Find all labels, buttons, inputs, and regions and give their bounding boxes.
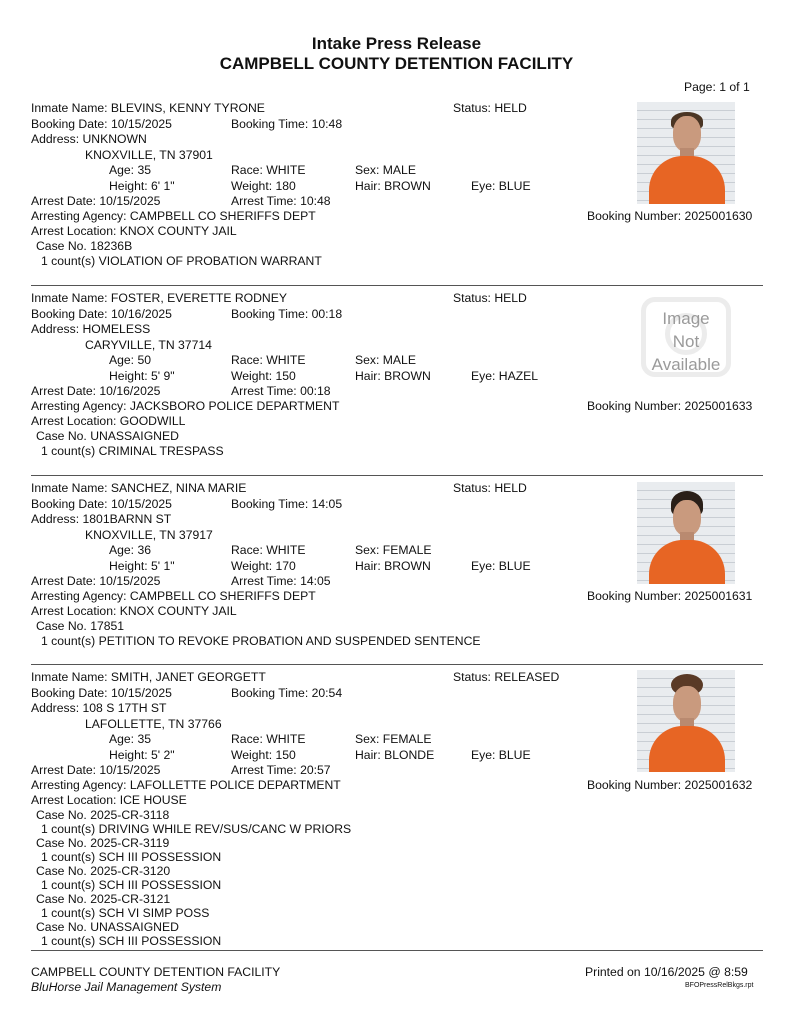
age: Age: 35 <box>109 732 152 746</box>
arresting-agency: Arresting Agency: LAFOLLETTE POLICE DEPARTMENT <box>31 778 341 792</box>
arresting-agency: Arresting Agency: CAMPBELL CO SHERIFFS DEPT <box>31 589 316 603</box>
weight: Weight: 150 <box>231 748 296 762</box>
sex: Sex: FEMALE <box>355 732 432 746</box>
case-number: Case No. 17851 <box>36 619 125 633</box>
arrest-location: Arrest Location: KNOX COUNTY JAIL <box>31 224 237 238</box>
age: Age: 50 <box>109 353 152 367</box>
charge: 1 count(s) VIOLATION OF PROBATION WARRANT <box>41 254 322 268</box>
address: Address: UNKNOWN <box>31 132 147 146</box>
facility-title: CAMPBELL COUNTY DETENTION FACILITY <box>219 54 574 73</box>
city: CARYVILLE, TN 37714 <box>85 338 212 352</box>
image-not-available-placeholder <box>637 291 735 393</box>
charge: 1 count(s) SCH VI SIMP POSS <box>41 906 210 920</box>
case-number: Case No. UNASSAIGNED <box>36 429 179 443</box>
booking-date: Booking Date: 10/15/2025 <box>31 497 172 511</box>
height: Height: 6' 1" <box>109 179 175 193</box>
charge: 1 count(s) PETITION TO REVOKE PROBATION AND SUSPENDED SENTENCE <box>41 634 481 648</box>
status: Status: RELEASED <box>453 670 560 684</box>
report-filename: BFOPressRelBkgs.rpt <box>685 982 754 989</box>
charge: 1 count(s) CRIMINAL TRESPASS <box>41 444 224 458</box>
weight: Weight: 150 <box>231 369 296 383</box>
inmate-name: Inmate Name: FOSTER, EVERETTE RODNEY <box>31 291 287 305</box>
address: Address: 1801BARNN ST <box>31 512 172 526</box>
sex: Sex: MALE <box>355 163 416 177</box>
height: Height: 5' 1" <box>109 559 175 573</box>
height: Height: 5' 2" <box>109 748 175 762</box>
case-number: Case No. UNASSAIGNED <box>36 920 179 934</box>
age: Age: 35 <box>109 163 152 177</box>
status: Status: HELD <box>453 101 527 115</box>
booking-date: Booking Date: 10/15/2025 <box>31 117 172 131</box>
eye: Eye: BLUE <box>471 748 531 762</box>
hair: Hair: BLONDE <box>355 748 435 762</box>
arrest-location: Arrest Location: ICE HOUSE <box>31 793 187 807</box>
age: Age: 36 <box>109 543 152 557</box>
record-divider <box>31 475 763 476</box>
address: Address: HOMELESS <box>31 322 151 336</box>
document-title: Intake Press Release <box>311 34 482 53</box>
arrest-time: Arrest Time: 20:57 <box>231 763 331 777</box>
no-image-text: Available <box>651 355 721 374</box>
no-image-text: Not <box>672 332 700 351</box>
case-number: Case No. 2025-CR-3121 <box>36 892 171 906</box>
page-number: Page: 1 of 1 <box>684 80 750 94</box>
case-number: Case No. 18236B <box>36 239 133 253</box>
weight: Weight: 170 <box>231 559 296 573</box>
arrest-date: Arrest Date: 10/15/2025 <box>31 763 161 777</box>
arrest-date: Arrest Date: 10/15/2025 <box>31 194 161 208</box>
printed-timestamp: Printed on 10/16/2025 @ 8:59 <box>585 965 748 979</box>
arresting-agency: Arresting Agency: JACKSBORO POLICE DEPARTMENT <box>31 399 340 413</box>
status: Status: HELD <box>453 291 527 305</box>
sex: Sex: FEMALE <box>355 543 432 557</box>
booking-time: Booking Time: 00:18 <box>231 307 343 321</box>
arrest-time: Arrest Time: 10:48 <box>231 194 331 208</box>
record-divider <box>31 664 763 665</box>
footer-facility: CAMPBELL COUNTY DETENTION FACILITY <box>31 965 281 979</box>
eye: Eye: BLUE <box>471 559 531 573</box>
address: Address: 108 S 17TH ST <box>31 701 167 715</box>
charge: 1 count(s) DRIVING WHILE REV/SUS/CANC W PRIORS <box>41 822 352 836</box>
mugshot-photo <box>637 102 735 204</box>
booking-time: Booking Time: 20:54 <box>231 686 343 700</box>
city: KNOXVILLE, TN 37917 <box>85 528 213 542</box>
height: Height: 5' 9" <box>109 369 175 383</box>
race: Race: WHITE <box>231 353 306 367</box>
weight: Weight: 180 <box>231 179 296 193</box>
record-divider <box>31 285 763 286</box>
city: LAFOLLETTE, TN 37766 <box>85 717 222 731</box>
charge: 1 count(s) SCH III POSSESSION <box>41 934 222 948</box>
booking-date: Booking Date: 10/16/2025 <box>31 307 172 321</box>
arrest-date: Arrest Date: 10/16/2025 <box>31 384 161 398</box>
arrest-date: Arrest Date: 10/15/2025 <box>31 574 161 588</box>
booking-number: Booking Number: 2025001631 <box>587 589 753 603</box>
booking-time: Booking Time: 10:48 <box>231 117 343 131</box>
arrest-location: Arrest Location: KNOX COUNTY JAIL <box>31 604 237 618</box>
mugshot-photo <box>637 482 735 584</box>
race: Race: WHITE <box>231 732 306 746</box>
case-number: Case No. 2025-CR-3120 <box>36 864 171 878</box>
mugshot-photo <box>637 670 735 772</box>
booking-date: Booking Date: 10/15/2025 <box>31 686 172 700</box>
footer-system: BluHorse Jail Management System <box>31 980 222 994</box>
hair: Hair: BROWN <box>355 559 431 573</box>
hair: Hair: BROWN <box>355 369 431 383</box>
arrest-time: Arrest Time: 00:18 <box>231 384 331 398</box>
arrest-location: Arrest Location: GOODWILL <box>31 414 186 428</box>
no-image-text: Image <box>662 309 710 328</box>
arrest-time: Arrest Time: 14:05 <box>231 574 331 588</box>
page-divider <box>31 950 763 951</box>
hair: Hair: BROWN <box>355 179 431 193</box>
case-number: Case No. 2025-CR-3118 <box>36 808 170 822</box>
booking-time: Booking Time: 14:05 <box>231 497 343 511</box>
eye: Eye: HAZEL <box>471 369 539 383</box>
inmate-name: Inmate Name: BLEVINS, KENNY TYRONE <box>31 101 265 115</box>
inmate-name: Inmate Name: SMITH, JANET GEORGETT <box>31 670 266 684</box>
city: KNOXVILLE, TN 37901 <box>85 148 213 162</box>
eye: Eye: BLUE <box>471 179 531 193</box>
booking-number: Booking Number: 2025001633 <box>587 399 753 413</box>
arresting-agency: Arresting Agency: CAMPBELL CO SHERIFFS DEPT <box>31 209 316 223</box>
sex: Sex: MALE <box>355 353 416 367</box>
charge: 1 count(s) SCH III POSSESSION <box>41 878 222 892</box>
booking-number: Booking Number: 2025001632 <box>587 778 753 792</box>
charge: 1 count(s) SCH III POSSESSION <box>41 850 222 864</box>
race: Race: WHITE <box>231 543 306 557</box>
inmate-name: Inmate Name: SANCHEZ, NINA MARIE <box>31 481 247 495</box>
booking-number: Booking Number: 2025001630 <box>587 209 753 223</box>
race: Race: WHITE <box>231 163 306 177</box>
status: Status: HELD <box>453 481 527 495</box>
case-number: Case No. 2025-CR-3119 <box>36 836 170 850</box>
